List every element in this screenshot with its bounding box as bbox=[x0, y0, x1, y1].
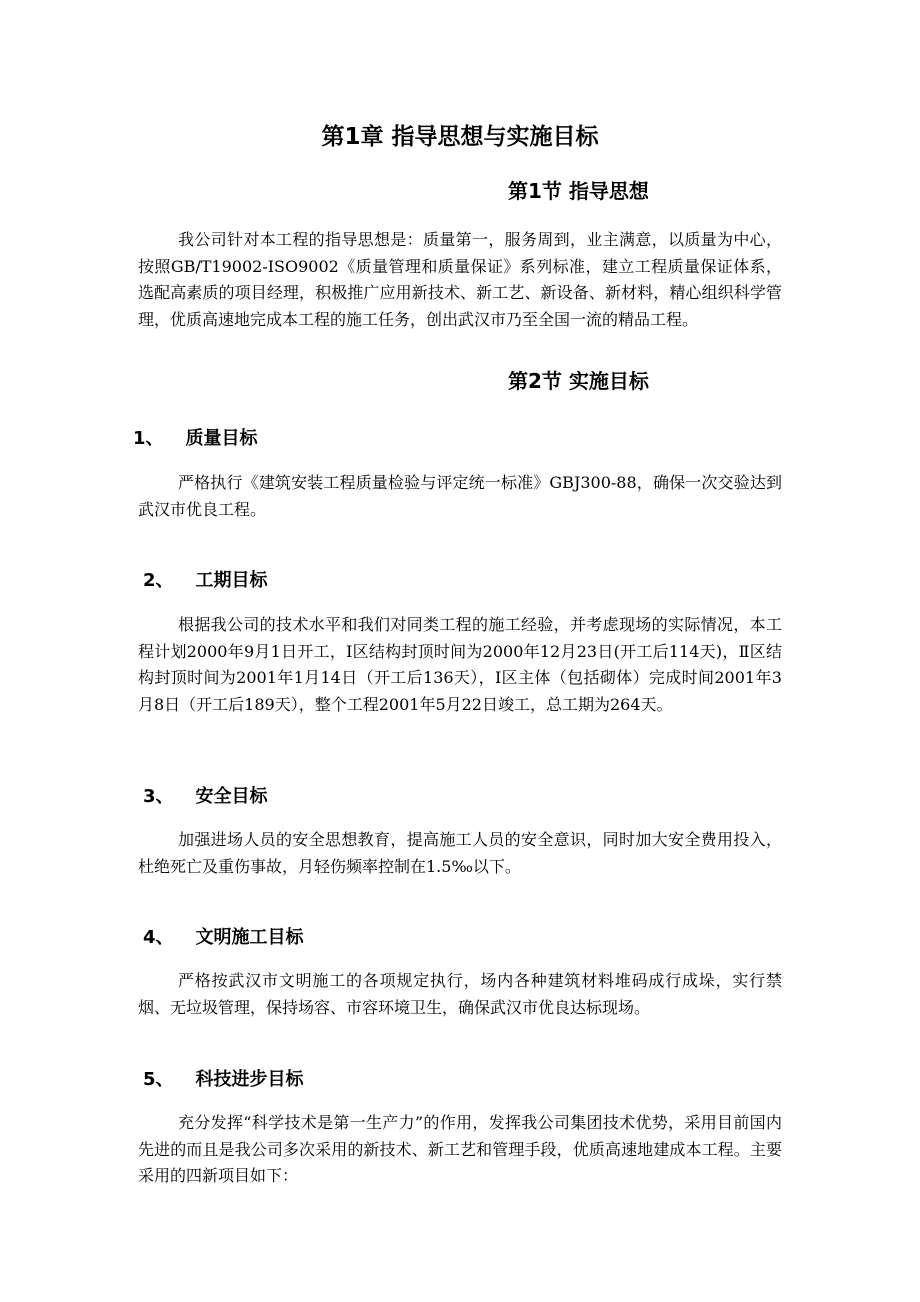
civilized-construction-goal-number: 4、 bbox=[143, 927, 174, 948]
section-title-guiding-ideology: 第1节 指导思想 bbox=[508, 179, 649, 203]
chapter-title: 第1章 指导思想与实施目标 bbox=[321, 124, 599, 150]
technology-progress-goal-heading bbox=[143, 1066, 304, 1094]
quality-goal-label: 质量目标 bbox=[185, 428, 258, 449]
civilized-construction-goal-heading bbox=[143, 924, 304, 952]
schedule-goal-label: 工期目标 bbox=[195, 570, 268, 591]
quality-goal-paragraph: 严格执行《建筑安装工程质量检验与评定统一标准》GBJ300-88，确保一次交验达到武汉市优良工程。 bbox=[138, 473, 782, 519]
civilized-construction-goal-paragraph: 严格按武汉市文明施工的各项规定执行，场内各种建筑材料堆码成行成垛，实行禁烟、无垃圾管理，保持场容、市容环境卫生，确保武汉市优良达标现场。 bbox=[138, 971, 782, 1017]
guiding-ideology-paragraph: 我公司针对本工程的指导思想是：质量第一，服务周到，业主满意，以质量为中心，按照GB/T19002-ISO9002《质量管理和质量保证》系列标准，建立工程质量保证体系，选配高素质的项目经理，积极推广应用新技术、新工艺、新设备、新材料，精心组织科学管理，优质高速地完成本工程的施工任务，创出武汉市乃至全国一流的精品工程。 bbox=[138, 230, 782, 329]
quality-goal-heading bbox=[133, 425, 258, 453]
section-title-implementation-goals: 第2节 实施目标 bbox=[508, 369, 649, 393]
technology-progress-goal-label: 科技进步目标 bbox=[195, 1069, 304, 1090]
safety-goal-label: 安全目标 bbox=[195, 786, 268, 807]
safety-goal-paragraph: 加强进场人员的安全思想教育，提高施工人员的安全意识，同时加大安全费用投入，杜绝死亡及重伤事故，月轻伤频率控制在1.5‰以下。 bbox=[138, 830, 782, 876]
technology-progress-goal-number: 5、 bbox=[143, 1069, 174, 1090]
schedule-goal-heading bbox=[143, 567, 268, 595]
technology-progress-goal-paragraph: 充分发挥“科学技术是第一生产力”的作用，发挥我公司集团技术优势，采用目前国内先进的而且是我公司多次采用的新技术、新工艺和管理手段，优质高速地建成本工程。主要采用的四新项目如下： bbox=[138, 1113, 782, 1185]
safety-goal-heading bbox=[143, 783, 268, 811]
schedule-goal-paragraph: 根据我公司的技术水平和我们对同类工程的施工经验，并考虑现场的实际情况，本工程计划2000年9月1日开工，Ⅰ区结构封顶时间为2000年12月23日(开工后114天)，Ⅱ区结构封顶时间为2001年1月14日（开工后136天），Ⅰ区主体（包括砌体）完成时间2001年3月8日（开工后189天），整个工程2001年5月22日竣工，总工期为264天。 bbox=[138, 615, 782, 714]
quality-goal-number: 1、 bbox=[133, 428, 164, 449]
safety-goal-number: 3、 bbox=[143, 786, 174, 807]
schedule-goal-number: 2、 bbox=[143, 570, 174, 591]
civilized-construction-goal-label: 文明施工目标 bbox=[195, 927, 304, 948]
